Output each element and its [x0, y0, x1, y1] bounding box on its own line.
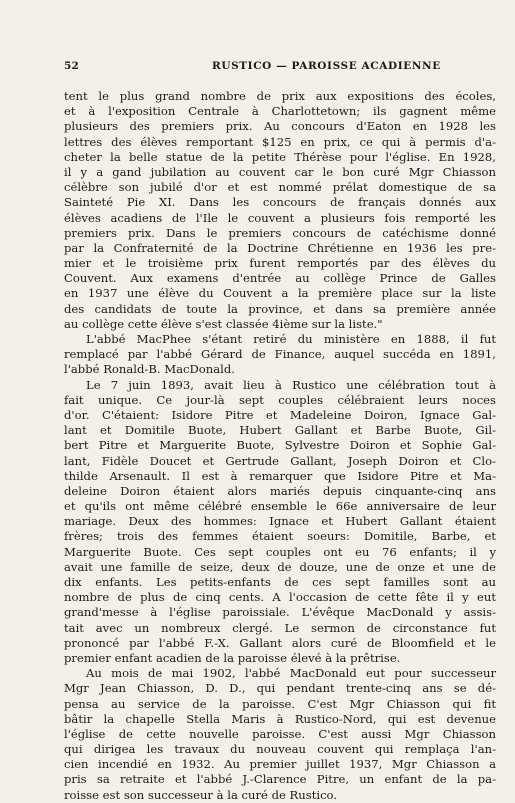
text-line: pris sa retraite et l'abbé J.-Clarence Pitre, un enfant de la pa-	[64, 772, 496, 787]
text-line: grand'messe à l'église paroissiale. L'évêque MacDonald y assis-	[64, 605, 496, 620]
text-line: L'abbé MacPhee s'étant retiré du ministère en 1888, il fut	[86, 332, 496, 346]
text-line: prononcé par l'abbé F.-X. Gallant alors curé de Bloomfield et le	[64, 635, 496, 650]
text-line: cheter la belle statue de la petite Thérèse pour l'église. En 1928,	[64, 149, 496, 164]
page-number: 52	[64, 60, 80, 72]
text-line: Sainteté Pie XI. Dans les concours de français donnés aux	[64, 195, 496, 210]
text-line: Marguerite Buote. Ces sept couples ont eu 76 enfants; il y	[64, 544, 496, 559]
text-line: thilde Arsenault. Il est à remarquer que Isidore Pitre et Ma-	[64, 468, 496, 483]
text-line: lant et Domitile Buote, Hubert Gallant et Barbe Buote, Gil-	[64, 423, 496, 438]
text-line: premiers prix. Dans le premiers concours de catéchisme donné	[64, 225, 496, 240]
text-line: l'abbé Ronald-B. MacDonald.	[64, 362, 235, 377]
text-line: d'or. C'étaient: Isidore Pitre et Madeleine Doiron, Ignace Gal-	[64, 407, 496, 422]
text-line: cien incendié en 1932. Au premier juillet 1937, Mgr Chiasson a	[64, 757, 496, 772]
text-line: remplacé par l'abbé Gérard de Finance, auquel succéda en 1891,	[64, 347, 496, 362]
text-line: tent le plus grand nombre de prix aux expositions des écoles,	[64, 89, 496, 103]
text-line: et à l'exposition Centrale à Charlottetown; ils gagnent même	[64, 104, 496, 119]
text-line: et qu'ils ont même célébré ensemble le 66e anniversaire de leur	[64, 499, 496, 514]
text-line: en 1937 une élève du Couvent a la première place sur la liste	[64, 286, 496, 301]
text-line: Mgr Jean Chiasson, D. D., qui pendant trente-cinq ans se dé-	[64, 681, 496, 696]
text-line: tait avec un nombreux clergé. Le sermon de circonstance fut	[64, 620, 496, 635]
text-line: l'église de cette nouvelle paroisse. C'est aussi Mgr Chiasson	[64, 726, 496, 741]
text-line: roisse est son successeur à la curé de Rustico.	[64, 787, 338, 802]
text-line: Couvent. Aux examens d'entrée au collège Prince de Galles	[64, 271, 496, 286]
text-line: fait unique. Ce jour-là sept couples célébraient leurs noces	[64, 392, 496, 407]
text-line: dix enfants. Les petits-enfants de ces sept familles sont au	[64, 575, 496, 589]
text-line: il y a gand jubilation au couvent car le bon curé Mgr Chiasson	[64, 164, 496, 179]
running-header	[64, 60, 494, 76]
text-line: mariage. Deux des hommes: Ignace et Hubert Gallant étaient	[64, 514, 496, 529]
text-line: par la Confraternité de la Doctrine Chrétienne en 1936 les pre-	[64, 240, 496, 255]
text-line: deleine Doiron étaient alors mariés depuis cinquante-cinq ans	[64, 483, 496, 498]
text-line: Au mois de mai 1902, l'abbé MacDonald eut pour successeur	[86, 666, 496, 681]
text-line: bert Pitre et Marguerite Buote, Sylvestre Doiron et Sophie Gal-	[64, 438, 496, 453]
text-line: nombre de plus de cinq cents. A l'occasion de cette fête il y eut	[64, 590, 496, 605]
text-line: Le 7 juin 1893, avait lieu à Rustico une célébration tout à	[86, 377, 496, 392]
text-line: frères; trois des femmes étaient soeurs: Domitile, Barbe, et	[64, 529, 496, 544]
text-line: lettres des élèves remportant $125 en prix, ce qui à permis d'a-	[64, 134, 496, 149]
text-line: pensa au service de la paroisse. C'est Mgr Chiasson qui fit	[64, 696, 496, 711]
text-line: au collège cette élève s'est classée 4ième sur la liste."	[64, 316, 383, 331]
text-line: des candidats de toute la province, et dans sa première année	[64, 301, 496, 316]
text-line: avait une famille de seize, deux de douze, une de onze et une de	[64, 559, 496, 574]
text-line: mier et le troisième prix furent remportés par des élèves du	[64, 256, 496, 271]
body-text	[64, 89, 496, 803]
text-line: élèves acadiens de l'Ile le couvent a plusieurs fois remporté les	[64, 210, 496, 225]
text-line: plusieurs des premiers prix. Au concours d'Eaton en 1928 les	[64, 119, 496, 134]
text-line: bâtir la chapelle Stella Maris à Rustico-Nord, qui est devenue	[64, 711, 496, 726]
running-title: RUSTICO — PAROISSE ACADIENNE	[212, 60, 441, 72]
text-line: lant, Fidèle Doucet et Gertrude Gallant, Joseph Doiron et Clo-	[64, 453, 496, 468]
text-line: premier enfant acadien de la paroisse élevé à la prêtrise.	[64, 650, 401, 665]
text-line: qui dirigea les travaux du nouveau couvent qui remplaça l'an-	[64, 742, 496, 757]
text-line: célèbre son jubilé d'or et est nommé prélat domestique de sa	[64, 180, 496, 195]
